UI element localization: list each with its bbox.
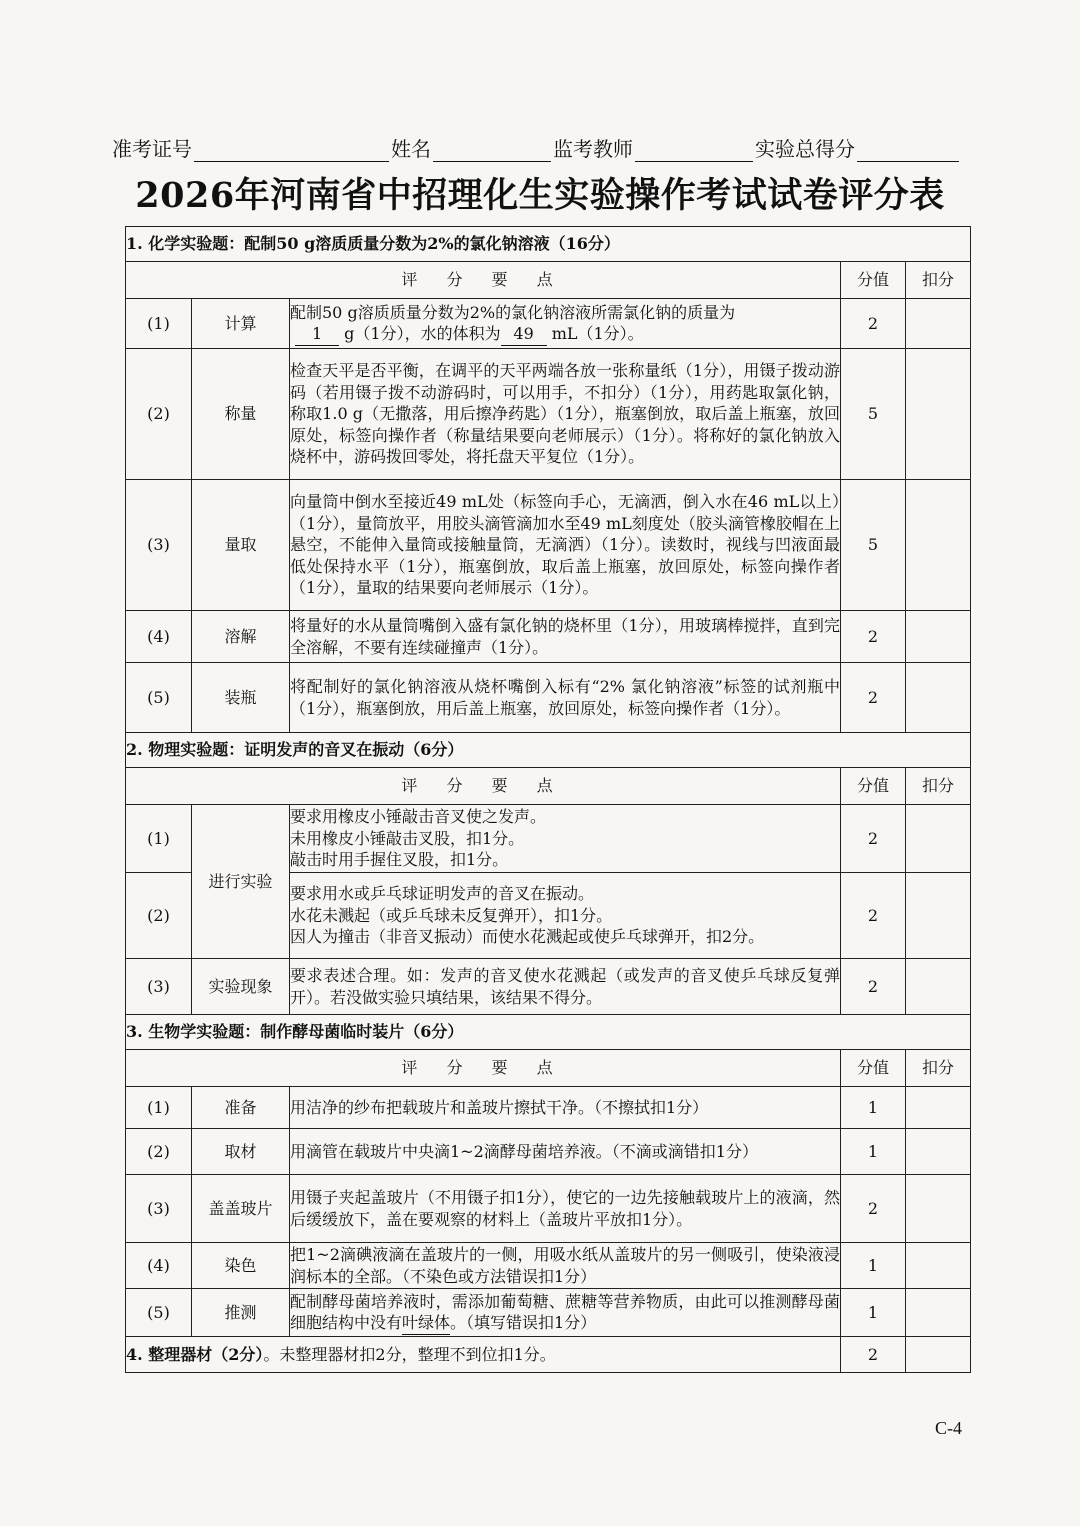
- row-number: (3): [126, 480, 192, 611]
- cleanup-title: 4. 整理器材（2分）: [126, 1344, 264, 1364]
- biology-header-row: [126, 1050, 971, 1087]
- biology-section-row: [126, 1015, 971, 1050]
- name-label: 姓名: [391, 137, 431, 161]
- step-name: 准备: [192, 1087, 290, 1129]
- table-row: [126, 663, 971, 733]
- deduct-cell[interactable]: [906, 1129, 971, 1175]
- score-value: 2: [841, 805, 906, 873]
- row-number: (3): [126, 1175, 192, 1243]
- candidate-info-line: [112, 130, 980, 162]
- score-value: 5: [841, 480, 906, 611]
- score-value: 2: [841, 873, 906, 959]
- name-blank[interactable]: [433, 139, 551, 162]
- score-table: [125, 226, 971, 1373]
- physics-section-row: [126, 733, 971, 768]
- row-description: 用滴管在载玻片中央滴1~2滴酵母菌培养液。（不滴或滴错扣1分）: [290, 1129, 841, 1175]
- chemistry-section-row: [126, 227, 971, 262]
- step-name: 染色: [192, 1243, 290, 1289]
- exam-number-blank[interactable]: [194, 139, 389, 162]
- score-value: 2: [841, 663, 906, 733]
- page-title: 2026年河南省中招理化生实验操作考试试卷评分表: [135, 175, 945, 216]
- table-row: [126, 299, 971, 349]
- score-value: 1: [841, 1289, 906, 1337]
- row-description: [290, 1289, 841, 1337]
- row-description: 要求表述合理。如：发声的音叉使水花溅起（或发声的音叉使乒乓球反复弹开）。若没做实验只填结果，该结果不得分。: [290, 959, 841, 1015]
- desc-part: 配制酵母菌培养液时，需添加葡萄糖、蔗糖等营养物质，由此可以推测酵母菌细胞结构中没有: [290, 1291, 840, 1332]
- deduct-cell[interactable]: [906, 1289, 971, 1337]
- row-number: (4): [126, 611, 192, 663]
- deduct-cell[interactable]: [906, 480, 971, 611]
- desc-line: 要求用橡皮小锤敲击音叉使之发声。: [290, 807, 547, 827]
- desc-part: mL（1分）。: [546, 324, 644, 343]
- row-number: (4): [126, 1243, 192, 1289]
- desc-line: 水花未溅起（或乒乓球未反复弹开），扣1分。: [290, 905, 613, 925]
- score-header: 分值: [841, 262, 906, 299]
- deduct-cell[interactable]: [906, 299, 971, 349]
- row-description: 向量筒中倒水至接近49 mL处（标签向手心，无滴洒，倒入水在46 mL以上）（1分），量筒放平，用胶头滴管滴加水至49 mL刻度处（胶头滴管橡胶帽在上悬空，不能伸入量筒或接触量筒，无滴洒）（1分）。读数时，视线与凹液面最低处保持水平（1分），瓶塞倒放，取后盖上瓶塞，放回原处，标签向操作者（1分），量取的结果要向老师展示（1分）。: [290, 480, 841, 611]
- row-number: (5): [126, 1289, 192, 1337]
- step-name: 盖盖玻片: [192, 1175, 290, 1243]
- points-header: 评 分 要 点: [126, 768, 841, 805]
- deduct-header: 扣分: [906, 768, 971, 805]
- step-name: 计算: [192, 299, 290, 349]
- points-header: 评 分 要 点: [126, 1050, 841, 1087]
- deduct-cell[interactable]: [906, 1175, 971, 1243]
- deduct-cell[interactable]: [906, 1243, 971, 1289]
- table-row: [126, 349, 971, 480]
- table-row: [126, 805, 971, 873]
- table-row: [126, 1129, 971, 1175]
- desc-line: 要求用水或乒乓球证明发声的音叉在振动。: [290, 884, 595, 904]
- proctor-blank[interactable]: [635, 139, 753, 162]
- score-value: 2: [841, 1175, 906, 1243]
- page-number: C-4: [935, 1418, 962, 1438]
- table-row: [126, 480, 971, 611]
- row-description: [290, 873, 841, 959]
- answer-blank: 叶绿体: [402, 1312, 450, 1335]
- step-name: 溶解: [192, 611, 290, 663]
- score-header: 分值: [841, 768, 906, 805]
- row-description: 将量好的水从量筒嘴倒入盛有氯化钠的烧杯里（1分），用玻璃棒搅拌，直到完全溶解，不要有连续碰撞声（1分）。: [290, 611, 841, 663]
- desc-part: 配制50 g溶质质量分数为2%的氯化钠溶液所需氯化钠的质量为: [290, 302, 736, 322]
- exam-number-label: 准考证号: [112, 137, 192, 161]
- score-value: 2: [841, 299, 906, 349]
- row-number: (5): [126, 663, 192, 733]
- row-description: 检查天平是否平衡，在调平的天平两端各放一张称量纸（1分），用镊子拨动游码（若用镊子拨不动游码时，可以用手，不扣分）（1分），用药匙取氯化钠，称取1.0 g（无撒落，用后擦净药匙）（1分），瓶塞倒放，取后盖上瓶塞，放回原处，标签向操作者（称量结果要向老师展示）（1分）。将称好的氯化钠放入烧杯中，游码拨回零处，将托盘天平复位（1分）。: [290, 349, 841, 480]
- desc-line: 未用橡皮小锤敲击叉股，扣1分。: [290, 828, 525, 848]
- deduct-cell[interactable]: [906, 805, 971, 873]
- cleanup-row: [126, 1337, 971, 1373]
- row-description: 用镊子夹起盖玻片（不用镊子扣1分），使它的一边先接触载玻片上的液滴，然后缓缓放下，盖在要观察的材料上（盖玻片平放扣1分）。: [290, 1175, 841, 1243]
- score-value: 2: [841, 611, 906, 663]
- deduct-cell[interactable]: [906, 873, 971, 959]
- score-value: 1: [841, 1087, 906, 1129]
- answer-blank: 1: [295, 323, 339, 346]
- row-number: (2): [126, 1129, 192, 1175]
- deduct-cell[interactable]: [906, 1337, 971, 1373]
- total-score-blank[interactable]: [857, 139, 959, 162]
- row-number: (1): [126, 299, 192, 349]
- deduct-cell[interactable]: [906, 663, 971, 733]
- step-name: 实验现象: [192, 959, 290, 1015]
- row-description: [290, 299, 841, 349]
- chemistry-header-row: [126, 262, 971, 299]
- row-description: [290, 805, 841, 873]
- score-value: 2: [841, 1337, 906, 1373]
- step-name: 装瓶: [192, 663, 290, 733]
- row-description: 用洁净的纱布把载玻片和盖玻片擦拭干净。（不擦拭扣1分）: [290, 1087, 841, 1129]
- row-number: (1): [126, 1087, 192, 1129]
- desc-line: 因人为撞击（非音叉振动）而使水花溅起或使乒乓球弹开，扣2分。: [290, 927, 765, 947]
- desc-line: 敲击时用手握住叉股，扣1分。: [290, 850, 509, 870]
- biology-title: 3. 生物学实验题：制作酵母菌临时装片（6分）: [126, 1015, 971, 1050]
- deduct-cell[interactable]: [906, 349, 971, 480]
- row-number: (2): [126, 349, 192, 480]
- score-value: 1: [841, 1129, 906, 1175]
- deduct-cell[interactable]: [906, 959, 971, 1015]
- table-row: [126, 1087, 971, 1129]
- desc-part: 。（填写错误扣1分）: [450, 1313, 597, 1332]
- row-description: 把1~2滴碘液滴在盖玻片的一侧，用吸水纸从盖玻片的另一侧吸引，使染液浸润标本的全部。（不染色或方法错误扣1分）: [290, 1243, 841, 1289]
- points-header: 评 分 要 点: [126, 262, 841, 299]
- table-row: [126, 611, 971, 663]
- deduct-cell[interactable]: [906, 1087, 971, 1129]
- physics-title: 2. 物理实验题：证明发声的音叉在振动（6分）: [126, 733, 971, 768]
- cleanup-desc: 。未整理器材扣2分，整理不到位扣1分。: [263, 1344, 556, 1364]
- desc-part: g（1分），水的体积为: [339, 324, 501, 343]
- deduct-header: 扣分: [906, 262, 971, 299]
- score-value: 5: [841, 349, 906, 480]
- row-number: (2): [126, 873, 192, 959]
- score-value: 1: [841, 1243, 906, 1289]
- cleanup-description: [126, 1337, 841, 1373]
- step-name: 进行实验: [192, 805, 290, 959]
- table-row: [126, 1175, 971, 1243]
- table-row: [126, 959, 971, 1015]
- deduct-cell[interactable]: [906, 611, 971, 663]
- chemistry-title: 1. 化学实验题：配制50 g溶质质量分数为2%的氯化钠溶液（16分）: [126, 227, 971, 262]
- step-name: 取材: [192, 1129, 290, 1175]
- row-number: (1): [126, 805, 192, 873]
- step-name: 量取: [192, 480, 290, 611]
- step-name: 称量: [192, 349, 290, 480]
- step-name: 推测: [192, 1289, 290, 1337]
- score-value: 2: [841, 959, 906, 1015]
- row-number: (3): [126, 959, 192, 1015]
- proctor-label: 监考教师: [553, 137, 633, 161]
- score-header: 分值: [841, 1050, 906, 1087]
- row-description: 将配制好的氯化钠溶液从烧杯嘴倒入标有“2% 氯化钠溶液”标签的试剂瓶中（1分），瓶塞倒放，用后盖上瓶塞，放回原处，标签向操作者（1分）。: [290, 663, 841, 733]
- total-score-label: 实验总得分: [755, 137, 855, 161]
- answer-blank: 49: [501, 323, 547, 346]
- table-row: [126, 1243, 971, 1289]
- deduct-header: 扣分: [906, 1050, 971, 1087]
- table-row: [126, 1289, 971, 1337]
- physics-header-row: [126, 768, 971, 805]
